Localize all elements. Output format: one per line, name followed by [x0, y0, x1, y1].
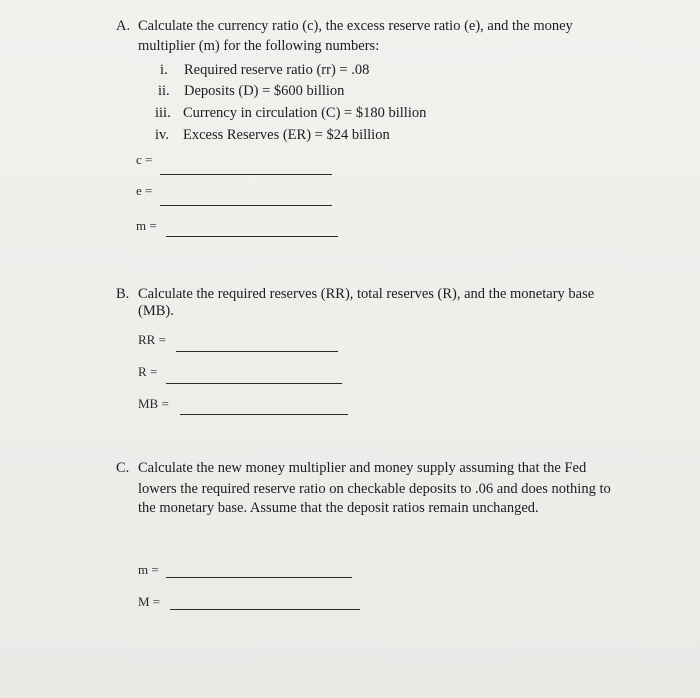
question-a-text-1: Calculate the currency ratio (c), the excess reserve ratio (e), and the money — [138, 18, 573, 34]
answer-label-r: R = — [138, 364, 158, 379]
question-c-line-3: the monetary base. Assume that the deposit ratios remain unchanged. — [138, 500, 539, 516]
answer-line-r[interactable] — [166, 383, 342, 384]
question-b-text-1: Calculate the required reserves (RR), total reserves (R), and the monetary base — [138, 286, 595, 302]
question-b-letter: B. — [116, 286, 130, 302]
given-item-1: i. Required reserve ratio (rr) = .08 — [160, 62, 370, 78]
question-c-text-1: Calculate the new money multiplier and money supply assuming that the Fed — [138, 460, 587, 476]
question-b-line-1 — [116, 286, 594, 303]
question-a-line-1 — [116, 18, 573, 35]
answer-label-new-m: m = — [138, 562, 159, 577]
question-c-line-1 — [116, 460, 586, 477]
answer-line-e[interactable] — [160, 205, 332, 206]
given-item-3: iii. Currency in circulation (C) = $180 billion — [155, 105, 427, 121]
question-c-letter: C. — [116, 460, 130, 476]
answer-label-mb: MB = — [138, 396, 169, 411]
question-b-line-2: (MB). — [138, 303, 174, 319]
answer-label-e: e = — [136, 183, 153, 198]
answer-line-m[interactable] — [166, 236, 338, 237]
question-a-letter: A. — [116, 18, 131, 34]
answer-line-money-supply[interactable] — [170, 609, 360, 610]
given-item-4: iv. Excess Reserves (ER) = $24 billion — [155, 127, 390, 143]
answer-line-c[interactable] — [160, 174, 332, 175]
question-c-line-2: lowers the required reserve ratio on checkable deposits to .06 and does nothing to — [138, 481, 611, 497]
answer-line-rr[interactable] — [176, 351, 338, 352]
question-a-line-2: multiplier (m) for the following numbers: — [138, 38, 380, 54]
answer-line-new-m[interactable] — [166, 577, 352, 578]
answer-label-m: m = — [136, 218, 157, 233]
given-item-2: ii. Deposits (D) = $600 billion — [158, 83, 345, 99]
answer-line-mb[interactable] — [180, 414, 348, 415]
answer-label-rr: RR = — [138, 332, 166, 347]
answer-label-c: c = — [136, 152, 153, 167]
answer-label-money-supply: M = — [138, 594, 161, 609]
